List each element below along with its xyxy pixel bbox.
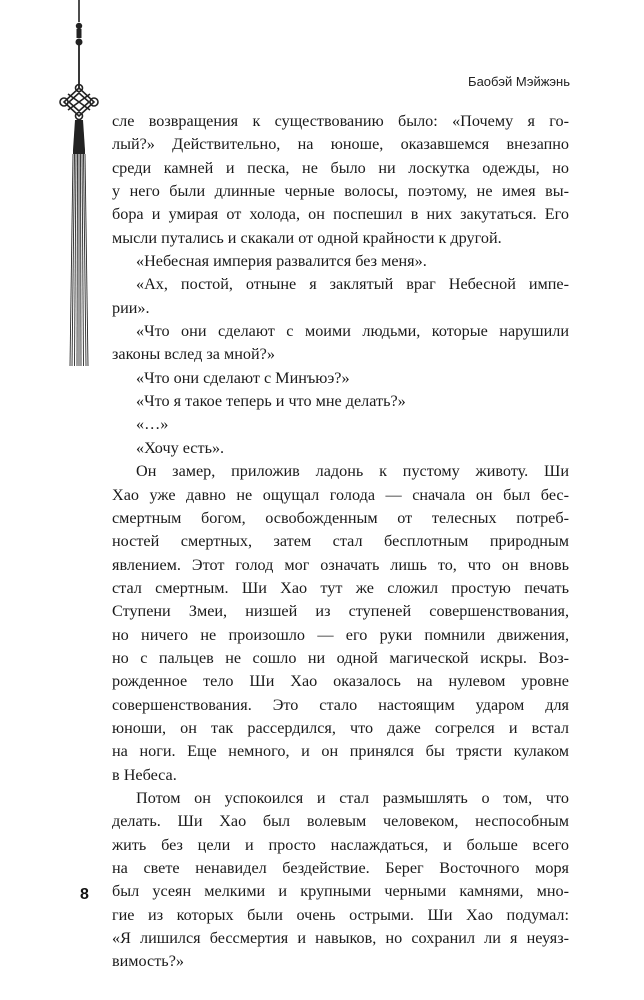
text-line: рии».: [112, 298, 150, 317]
text-line: Потом он успокоился и стал размышлять о том, что: [136, 788, 569, 807]
text-line: законы вслед за мной?»: [112, 345, 275, 364]
text-line: мысли путались и скакали от одной крайности к другой.: [112, 228, 502, 247]
text-line: но ничего не произошло — его руки помнили движения,: [112, 625, 569, 644]
tassel-ornament-icon: [54, 0, 104, 368]
text-line: стал смертным. Ши Хао тут же сложил простую печать: [112, 578, 569, 597]
text-line: «Хочу есть».: [136, 438, 225, 457]
text-line: лый?» Действительно, на юноше, оказавшемся внезапно: [112, 135, 569, 154]
text-line: явлением. Этот голод мог означать лишь то, что он вновь: [112, 555, 569, 574]
text-line: жить без цели и просто наслаждаться, и больше всего: [112, 835, 569, 854]
text-line: Хао уже давно не ощущал голода — сначала он был бес-: [112, 485, 569, 504]
text-line: сле возвращения к существованию было: «Почему я го-: [112, 112, 569, 130]
text-line: на ноги. Еще немного, и он принялся бы трясти кулаком: [112, 742, 569, 761]
text-line: Ступени Змеи, низшей из ступеней совершенствования,: [112, 602, 569, 621]
text-line: ностей смертных, затем стал бесплотным природным: [112, 532, 569, 551]
text-line: смертным богом, освобожденным от телесных потреб-: [112, 508, 569, 527]
text-line: гие из которых были очень острыми. Ши Хао подумал:: [112, 905, 569, 924]
text-line: в Небеса.: [112, 765, 177, 784]
page-number: 8: [80, 886, 89, 903]
text-line: у него были длинные черные волосы, поэтому, не имея вы-: [112, 182, 569, 201]
body-text: [112, 110, 569, 974]
text-line: на свете ненавидел бездействие. Берег Восточного моря: [112, 859, 569, 877]
running-header-author: Баобэй Мэйжэнь: [468, 74, 570, 89]
text-line: юноши, он так рассердился, что даже согрелся и встал: [112, 718, 569, 737]
text-line: «Ах, постой, отныне я заклятый враг Небесной импе-: [136, 275, 569, 294]
text-line: делать. Ши Хао был волевым человеком, неспособным: [112, 812, 569, 831]
text-line: «Что они сделают с Минъюэ?»: [136, 368, 350, 387]
text-line: Он замер, приложив ладонь к пустому животу. Ши: [136, 462, 569, 481]
text-line: вимость?»: [112, 952, 184, 971]
text-line: совершенствования. Это стало настоящим ударом для: [112, 695, 569, 714]
text-line: среди камней и песка, не было ни лоскутка одежды, но: [112, 158, 569, 177]
text-line: «…»: [136, 415, 169, 434]
text-line: «Небесная империя развалится без меня».: [136, 252, 427, 271]
text-line: «Что я такое теперь и что мне делать?»: [136, 392, 406, 411]
text-line: рожденное тело Ши Хао оказалось на нулевом уровне: [112, 672, 569, 691]
text-line: бора и умирая от холода, он поспешил в них закутаться. Его: [112, 205, 569, 224]
text-line: «Я лишился бессмертия и навыков, но сохранил ли я неуяз-: [112, 929, 569, 948]
text-line: но с пальцев не сошло ни одной магической искры. Воз-: [112, 648, 569, 667]
text-line: «Что они сделают с моими людьми, которые нарушили: [136, 322, 569, 341]
text-line: был усеян мелкими и крупными черными камнями, мно-: [112, 882, 569, 901]
